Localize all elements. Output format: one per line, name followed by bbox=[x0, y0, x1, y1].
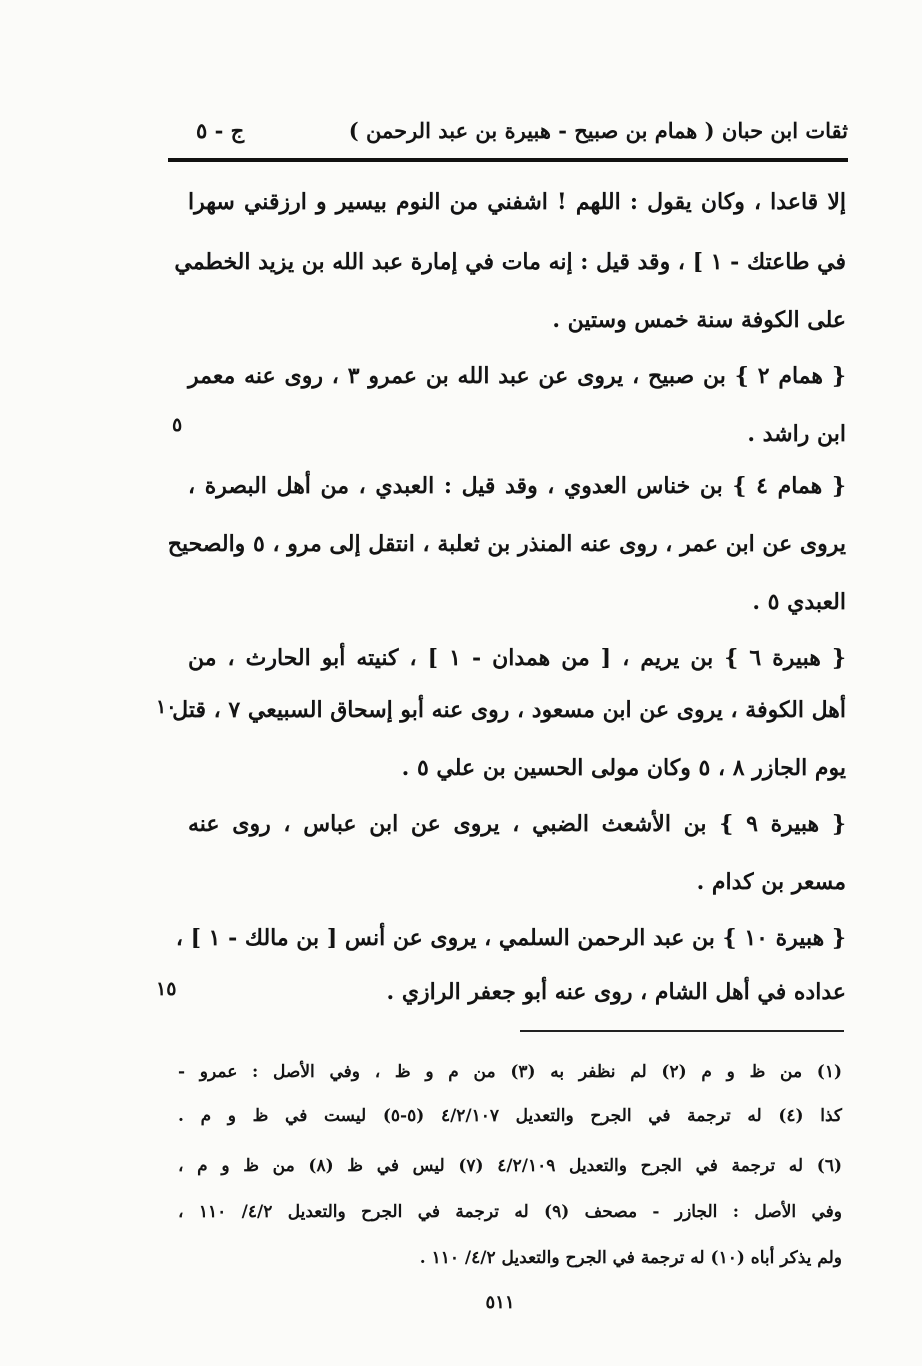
volume-label: ج - ٥ bbox=[196, 118, 245, 143]
line-number: ٥ bbox=[172, 414, 183, 436]
text-line: { هبيرة ٩ } بن الأشعث الضبي ، يروى عن ابن عباس ، روى عنه bbox=[188, 811, 846, 837]
text-line: يوم الجازر ٨ ، ٥ وكان مولى الحسين بن علي ٥ . bbox=[401, 755, 846, 781]
text-line: { همام ٤ } بن خناس العدوي ، وقد قيل : العبدي ، من أهل البصرة ، bbox=[188, 473, 846, 499]
header-rule bbox=[168, 158, 848, 162]
footnote-line: كذا (٤) له ترجمة في الجرح والتعديل ٤/٢/١٠٧ (٥-٥) ليست في ظ و م . bbox=[178, 1106, 842, 1126]
text-line: على الكوفة سنة خمس وستين . bbox=[552, 307, 846, 333]
footnote-line: (٦) له ترجمة في الجرح والتعديل ٤/٢/١٠٩ (٧) ليس في ظ (٨) من ظ و م ، bbox=[178, 1156, 842, 1176]
page-number: ٥١١ bbox=[485, 1292, 515, 1313]
text-line: في طاعتك - ١ ] ، وقد قيل : إنه مات في إمارة عبد الله بن يزيد الخطمي bbox=[174, 249, 846, 275]
text-line: يروى عن ابن عمر ، روى عنه المنذر بن ثعلبة ، انتقل إلى مرو ، ٥ والصحيح bbox=[167, 531, 846, 557]
text-line: العبدي ٥ . bbox=[752, 589, 846, 615]
running-header bbox=[168, 118, 848, 154]
text-line: إلا قاعدا ، وكان يقول : اللهم ! اشفني من النوم بيسير و ارزقني سهرا bbox=[188, 189, 846, 215]
footnote-rule bbox=[520, 1030, 844, 1032]
text-line: { هبيرة ١٠ } بن عبد الرحمن السلمي ، يروى عن أنس [ بن مالك - ١ ] ، bbox=[175, 925, 846, 951]
line-number: ١٠ bbox=[156, 696, 177, 718]
text-line: عداده في أهل الشام ، روى عنه أبو جعفر الرازي . bbox=[386, 979, 846, 1005]
footnote-line: ولم يذكر أباه (١٠) له ترجمة في الجرح والتعديل ٤/٢/ ١١٠ . bbox=[419, 1248, 842, 1268]
text-line: { همام ٢ } بن صبيح ، يروى عن عبد الله بن عمرو ٣ ، روى عنه معمر bbox=[188, 363, 846, 389]
text-line: مسعر بن كدام . bbox=[696, 869, 846, 895]
footnote-line: (١) من ظ و م (٢) لم نظفر به (٣) من م و ظ ، وفي الأصل : عمرو - bbox=[178, 1062, 843, 1082]
footnote-line: وفي الأصل : الجازر - مصحف (٩) له ترجمة في الجرح والتعديل ٤/٢/ ١١٠ ، bbox=[178, 1202, 842, 1222]
line-number: ١٥ bbox=[156, 978, 177, 1000]
text-line: أهل الكوفة ، يروى عن ابن مسعود ، روى عنه أبو إسحاق السبيعي ٧ ، قتل bbox=[172, 697, 846, 723]
text-line: { هبيرة ٦ } بن يريم ، [ من همدان - ١ ] ، كنيته أبو الحارث ، من bbox=[188, 645, 846, 671]
header-title: ثقات ابن حبان ( همام بن صبيح - هبيرة بن عبد الرحمن ) bbox=[348, 118, 848, 143]
text-line: ابن راشد . bbox=[747, 421, 846, 447]
